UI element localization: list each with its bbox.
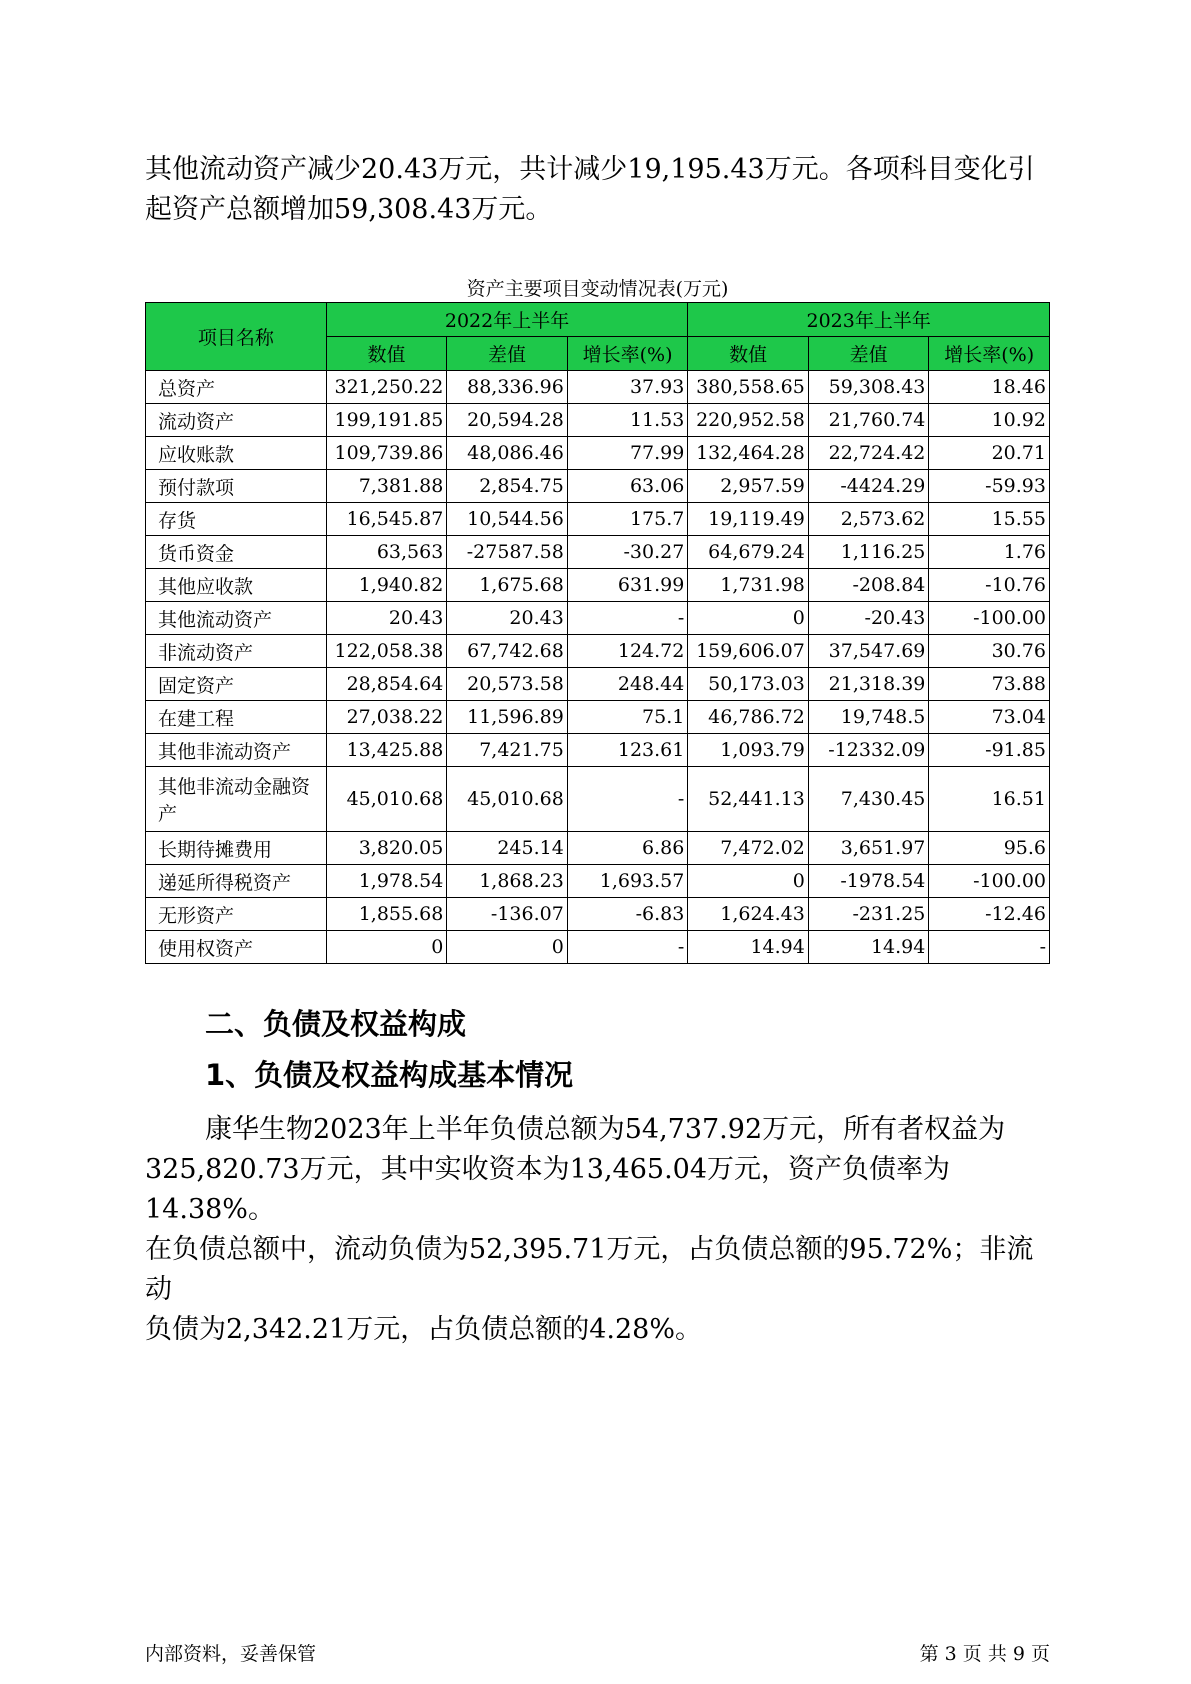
- table-cell: -: [567, 931, 688, 964]
- table-cell: 48,086.46: [447, 437, 568, 470]
- header-rate: 增长率(%): [567, 337, 688, 371]
- table-cell: 63,563: [326, 536, 447, 569]
- table-cell: 7,381.88: [326, 470, 447, 503]
- table-cell: -: [567, 767, 688, 832]
- table-cell: 73.88: [929, 668, 1050, 701]
- table-cell: 631.99: [567, 569, 688, 602]
- table-row: [146, 865, 1050, 898]
- table-cell: 28,854.64: [326, 668, 447, 701]
- page-number: 第 3 页 共 9 页: [919, 1643, 1050, 1665]
- table-cell: 27,038.22: [326, 701, 447, 734]
- row-label: 存货: [146, 503, 327, 536]
- table-cell: 20,573.58: [447, 668, 568, 701]
- table-row: [146, 470, 1050, 503]
- row-label: 其他应收款: [146, 569, 327, 602]
- table-cell: 77.99: [567, 437, 688, 470]
- table-cell: 45,010.68: [447, 767, 568, 832]
- table-cell: 132,464.28: [688, 437, 809, 470]
- table-cell: 3,651.97: [808, 832, 929, 865]
- header-item-name: 项目名称: [146, 303, 327, 371]
- table-cell: 14.94: [688, 931, 809, 964]
- assets-table: [145, 302, 1050, 964]
- row-label: 其他非流动资产: [146, 734, 327, 767]
- table-cell: -100.00: [929, 865, 1050, 898]
- row-label: 货币资金: [146, 536, 327, 569]
- table-cell: 122,058.38: [326, 635, 447, 668]
- table-cell: 1,868.23: [447, 865, 568, 898]
- table-cell: -6.83: [567, 898, 688, 931]
- table-cell: 6.86: [567, 832, 688, 865]
- table-cell: 1.76: [929, 536, 1050, 569]
- table-cell: 109,739.86: [326, 437, 447, 470]
- table-cell: 159,606.07: [688, 635, 809, 668]
- table-cell: 7,421.75: [447, 734, 568, 767]
- table-cell: 1,675.68: [447, 569, 568, 602]
- table-row: [146, 931, 1050, 964]
- table-cell: 1,093.79: [688, 734, 809, 767]
- table-cell: 124.72: [567, 635, 688, 668]
- table-cell: -30.27: [567, 536, 688, 569]
- table-cell: 14.94: [808, 931, 929, 964]
- table-row: [146, 668, 1050, 701]
- table-cell: 0: [688, 865, 809, 898]
- table-cell: 1,624.43: [688, 898, 809, 931]
- table-cell: 16,545.87: [326, 503, 447, 536]
- table-cell: 88,336.96: [447, 371, 568, 404]
- table-cell: 3,820.05: [326, 832, 447, 865]
- table-cell: 15.55: [929, 503, 1050, 536]
- table-cell: -136.07: [447, 898, 568, 931]
- table-cell: -208.84: [808, 569, 929, 602]
- row-label: 使用权资产: [146, 931, 327, 964]
- table-body: [146, 371, 1050, 964]
- table-cell: 20.43: [326, 602, 447, 635]
- table-row: [146, 602, 1050, 635]
- row-label: 预付款项: [146, 470, 327, 503]
- table-cell: -20.43: [808, 602, 929, 635]
- footer-note: 内部资料，妥善保管: [145, 1643, 317, 1665]
- table-cell: -91.85: [929, 734, 1050, 767]
- table-cell: -100.00: [929, 602, 1050, 635]
- intro-line: 起资产总额增加59,308.43万元。: [145, 194, 553, 225]
- table-cell: -12.46: [929, 898, 1050, 931]
- table-cell: 75.1: [567, 701, 688, 734]
- table-cell: 50,173.03: [688, 668, 809, 701]
- table-cell: 11,596.89: [447, 701, 568, 734]
- table-cell: 20.71: [929, 437, 1050, 470]
- table-cell: 37,547.69: [808, 635, 929, 668]
- table-cell: 2,573.62: [808, 503, 929, 536]
- table-cell: 0: [447, 931, 568, 964]
- table-cell: 245.14: [447, 832, 568, 865]
- table-cell: 59,308.43: [808, 371, 929, 404]
- table-cell: 10.92: [929, 404, 1050, 437]
- table-cell: 175.7: [567, 503, 688, 536]
- table-cell: -59.93: [929, 470, 1050, 503]
- table-row: [146, 701, 1050, 734]
- liability-line: 325,820.73万元，其中实收资本为13,465.04万元，资产负债率为14.38%。: [145, 1154, 951, 1225]
- table-cell: 248.44: [567, 668, 688, 701]
- table-cell: 13,425.88: [326, 734, 447, 767]
- row-label: 应收账款: [146, 437, 327, 470]
- intro-paragraph: [145, 150, 1050, 230]
- table-cell: 0: [326, 931, 447, 964]
- table-cell: 30.76: [929, 635, 1050, 668]
- table-row: [146, 503, 1050, 536]
- row-label: 在建工程: [146, 701, 327, 734]
- table-cell: 63.06: [567, 470, 688, 503]
- table-cell: -10.76: [929, 569, 1050, 602]
- table-cell: 21,318.39: [808, 668, 929, 701]
- header-rate: 增长率(%): [929, 337, 1050, 371]
- table-cell: -: [567, 602, 688, 635]
- table-cell: 67,742.68: [447, 635, 568, 668]
- liability-paragraph: [145, 1110, 1050, 1350]
- header-value: 数值: [688, 337, 809, 371]
- table-cell: 380,558.65: [688, 371, 809, 404]
- liability-line: 在负债总额中，流动负债为52,395.71万元，占负债总额的95.72%；非流动: [145, 1234, 1034, 1305]
- row-label: 其他非流动金融资产: [146, 767, 327, 832]
- table-row: [146, 437, 1050, 470]
- table-cell: 52,441.13: [688, 767, 809, 832]
- table-cell: 95.6: [929, 832, 1050, 865]
- table-caption: 资产主要项目变动情况表(万元): [466, 278, 729, 300]
- table-cell: -27587.58: [447, 536, 568, 569]
- table-cell: 19,748.5: [808, 701, 929, 734]
- table-cell: 1,116.25: [808, 536, 929, 569]
- header-diff: 差值: [447, 337, 568, 371]
- table-cell: 73.04: [929, 701, 1050, 734]
- table-cell: -: [929, 931, 1050, 964]
- row-label: 无形资产: [146, 898, 327, 931]
- table-cell: 199,191.85: [326, 404, 447, 437]
- row-label: 其他流动资产: [146, 602, 327, 635]
- table-cell: -4424.29: [808, 470, 929, 503]
- table-cell: 37.93: [567, 371, 688, 404]
- row-label: 长期待摊费用: [146, 832, 327, 865]
- table-cell: 7,430.45: [808, 767, 929, 832]
- header-year-2022: 2022年上半年: [326, 303, 688, 337]
- table-cell: 19,119.49: [688, 503, 809, 536]
- liability-line: 康华生物2023年上半年负债总额为54,737.92万元，所有者权益为: [205, 1114, 1006, 1145]
- table-cell: 7,472.02: [688, 832, 809, 865]
- header-diff: 差值: [808, 337, 929, 371]
- table-cell: 20,594.28: [447, 404, 568, 437]
- table-cell: 18.46: [929, 371, 1050, 404]
- row-label: 流动资产: [146, 404, 327, 437]
- intro-line: 其他流动资产减少20.43万元，共计减少19,195.43万元。各项科目变化引: [145, 154, 1035, 185]
- header-year-2023: 2023年上半年: [688, 303, 1050, 337]
- table-cell: 1,978.54: [326, 865, 447, 898]
- table-cell: 0: [688, 602, 809, 635]
- section-heading: 二、负债及权益构成: [205, 1007, 467, 1041]
- subsection-heading: 1、负债及权益构成基本情况: [205, 1058, 574, 1092]
- table-cell: -1978.54: [808, 865, 929, 898]
- table-cell: 11.53: [567, 404, 688, 437]
- row-label: 递延所得税资产: [146, 865, 327, 898]
- table-cell: 46,786.72: [688, 701, 809, 734]
- row-label: 固定资产: [146, 668, 327, 701]
- header-value: 数值: [326, 337, 447, 371]
- table-cell: 21,760.74: [808, 404, 929, 437]
- table-cell: -12332.09: [808, 734, 929, 767]
- table-row: [146, 734, 1050, 767]
- row-label: 非流动资产: [146, 635, 327, 668]
- table-cell: 1,855.68: [326, 898, 447, 931]
- table-cell: 1,693.57: [567, 865, 688, 898]
- table-row: [146, 898, 1050, 931]
- table-cell: 2,957.59: [688, 470, 809, 503]
- table-cell: 10,544.56: [447, 503, 568, 536]
- table-cell: -231.25: [808, 898, 929, 931]
- table-row: [146, 635, 1050, 668]
- table-cell: 45,010.68: [326, 767, 447, 832]
- table-cell: 321,250.22: [326, 371, 447, 404]
- table-cell: 64,679.24: [688, 536, 809, 569]
- table-cell: 1,731.98: [688, 569, 809, 602]
- table-row: [146, 832, 1050, 865]
- table-cell: 1,940.82: [326, 569, 447, 602]
- table-cell: 20.43: [447, 602, 568, 635]
- table-row: [146, 404, 1050, 437]
- table-cell: 16.51: [929, 767, 1050, 832]
- table-cell: 220,952.58: [688, 404, 809, 437]
- row-label: 总资产: [146, 371, 327, 404]
- table-row: [146, 536, 1050, 569]
- table-cell: 123.61: [567, 734, 688, 767]
- table-cell: 2,854.75: [447, 470, 568, 503]
- table-row: [146, 767, 1050, 832]
- table-row: [146, 371, 1050, 404]
- table-cell: 22,724.42: [808, 437, 929, 470]
- table-row: [146, 569, 1050, 602]
- liability-line: 负债为2,342.21万元，占负债总额的4.28%。: [145, 1314, 703, 1345]
